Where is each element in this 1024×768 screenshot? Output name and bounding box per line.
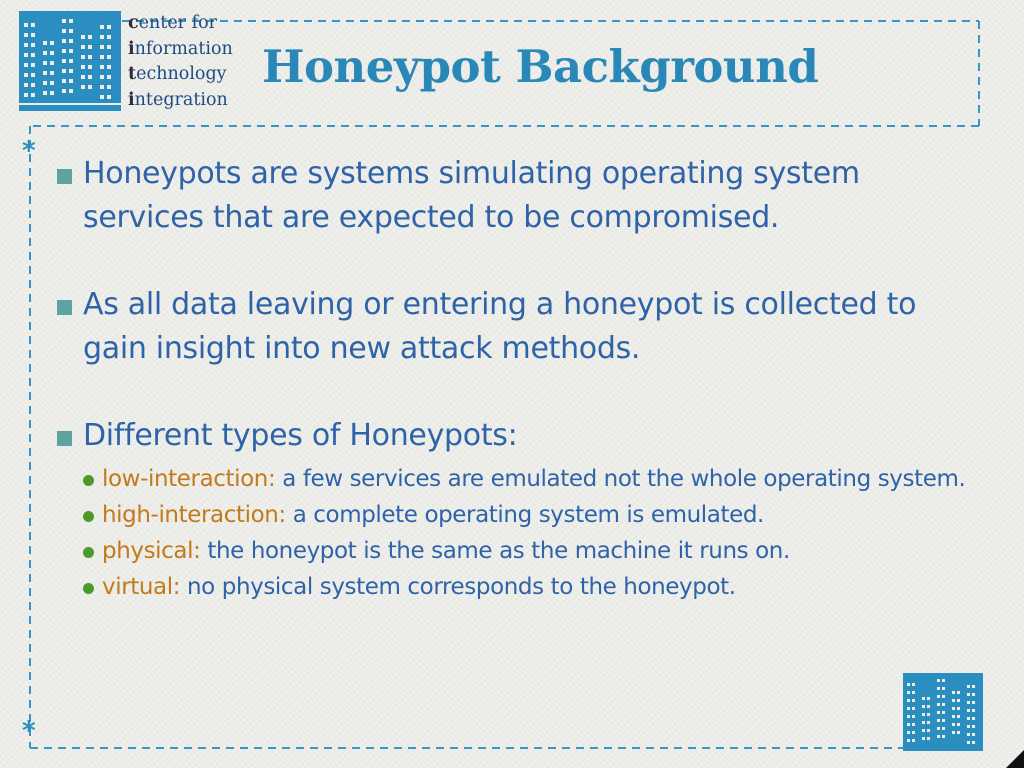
slide-title: Honeypot Background	[262, 40, 819, 93]
bullet-text: As all data leaving or entering a honeypot is collected to gain insight into new attack methods.	[83, 287, 917, 366]
bullet-text: Honeypots are systems simulating operating system services that are expected to be compromised.	[83, 156, 860, 235]
square-bullet-icon	[57, 300, 72, 315]
bullet-data-collection	[57, 283, 987, 371]
term-label: virtual:	[102, 574, 181, 600]
sub-bullet-high-interaction	[83, 497, 987, 533]
city-skyline-small-icon	[903, 673, 983, 751]
sub-bullet-virtual	[83, 569, 987, 605]
logo-line-technology: technology	[128, 64, 227, 84]
term-label: high-interaction:	[102, 502, 286, 528]
logo-line-information: information	[128, 38, 233, 59]
term-label: low-interaction:	[102, 466, 276, 492]
square-bullet-icon	[57, 431, 72, 446]
page-corner-fold	[1006, 750, 1024, 768]
asterisk-bottom-icon: *	[22, 716, 36, 746]
bullet-text: Different types of Honeypots:	[83, 418, 518, 453]
logo-line-center: center for	[128, 13, 217, 33]
term-description: the honeypot is the same as the machine it runs on.	[200, 538, 790, 564]
asterisk-top-icon: *	[22, 136, 36, 166]
city-skyline-icon	[19, 11, 121, 111]
term-description: a complete operating system is emulated.	[285, 502, 764, 528]
slide-body	[57, 152, 987, 605]
sub-bullet-low-interaction	[83, 461, 987, 497]
dot-bullet-icon	[83, 511, 94, 522]
bullet-honeypots-definition	[57, 152, 987, 240]
square-bullet-icon	[57, 169, 72, 184]
term-description: a few services are emulated not the whole operating system.	[275, 466, 966, 492]
bullet-types	[57, 414, 987, 458]
dot-bullet-icon	[83, 583, 94, 594]
logo-wordmark	[128, 11, 233, 113]
logo-line-integration: integration	[128, 89, 228, 110]
term-description: no physical system corresponds to the honeypot.	[180, 574, 736, 600]
honeypot-types-list	[83, 461, 987, 605]
dot-bullet-icon	[83, 475, 94, 486]
term-label: physical:	[102, 538, 201, 564]
sub-bullet-physical	[83, 533, 987, 569]
dot-bullet-icon	[83, 547, 94, 558]
